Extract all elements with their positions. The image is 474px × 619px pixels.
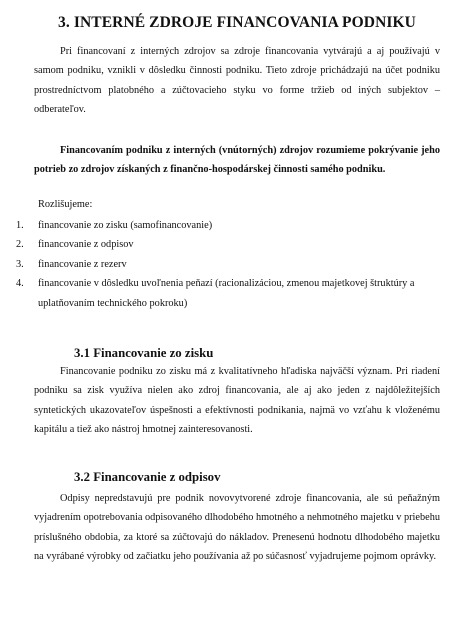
list-item-number: 3.: [16, 258, 24, 270]
list-item-text: financovanie z rezerv: [38, 258, 127, 270]
list-item-number: 4.: [16, 278, 24, 290]
list-label: Rozlišujeme:: [38, 199, 93, 210]
list-item: [16, 216, 440, 235]
list-item: [16, 274, 440, 313]
section-body-profit: Financovanie podniku zo zisku má z kvalitatívneho hľadiska najväčší význam. Pri riadení podniku sa zisk využíva nielen ako zdroj financovania, ale aj ako jeden z najdôležitejších syntetických ukazovateľov úspešnosti a efektívnosti podnikania, najmä vo vzťahu k vloženému kapitálu a tiež ako nástroj hmotnej zainteresovanosti.: [34, 366, 440, 436]
definition-paragraph: Financovaním podniku z interných (vnútorných) zdrojov rozumieme pokrývanie jeho potrieb zo zdrojov získaných z finančno-hospodárskej činnosti samého podniku.: [34, 145, 440, 176]
list-item: [16, 235, 440, 254]
section-body-depreciation: Odpisy nepredstavujú pre podnik novovytvorené zdroje financovania, ale sú peňažným vyjadrením opotrebovania odpisovaného dlhodobého hmotného a nehmotného majetku v priebehu príslušného obdobia, za ktoré sa zúčtovajú do nákladov. Prenesenú hodnotu dlhodobého majetku na vyrábané výrobky od začiatku jeho používania až po súčasnosť vyjadrujeme pojmom oprávky.: [34, 493, 440, 563]
financing-types-list: [16, 216, 440, 313]
list-item-text: financovanie v dôsledku uvoľnenia peňazí (racionalizáciou, zmenou majetkovej štruktúry a uplatňovaním technického pokroku): [38, 278, 415, 309]
section-heading-depreciation: 3.2 Financovanie z odpisov: [74, 470, 221, 484]
list-item-number: 2.: [16, 239, 24, 251]
page-title: 3. INTERNÉ ZDROJE FINANCOVANIA PODNIKU: [58, 14, 416, 31]
list-item-text: financovanie z odpisov: [38, 239, 134, 251]
list-item-text: financovanie zo zisku (samofinancovanie): [38, 220, 213, 231]
section-heading-profit: 3.1 Financovanie zo zisku: [74, 346, 214, 360]
list-item: [16, 255, 440, 274]
list-item-number: 1.: [16, 220, 24, 231]
intro-paragraph: Pri financovaní z interných zdrojov sa zdroje financovania vytvárajú a aj používajú v samom podniku, vznikli v dôsledku činnosti podniku. Tieto zdroje prichádzajú na účet podniku prostredníctvom platobného a zúčtovacieho styku vo forme tržieb od iných subjektov – odberateľov.: [34, 46, 440, 116]
